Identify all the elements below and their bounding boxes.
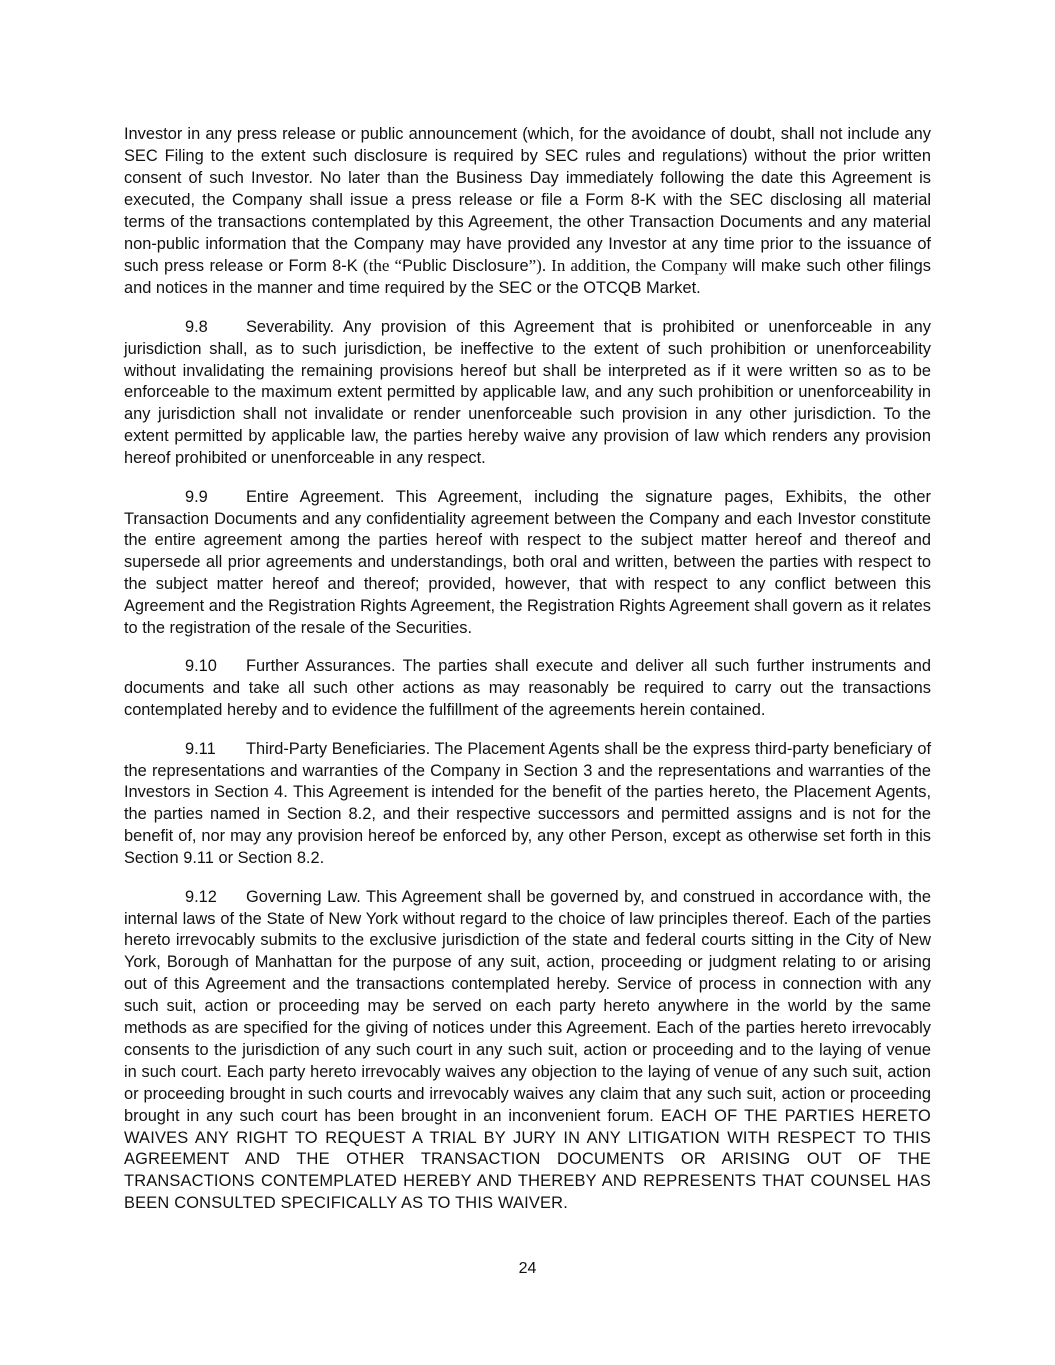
section-9-10 <box>124 656 931 722</box>
section-body: . This Agreement shall be governed by, and construed in accordance with, the internal laws of the State of New York without regard to the choice of law principles thereof. Each of the parties hereto irrevocably submits to the exclusive jurisdiction of the state and federal courts sitting in the City of New York, Borough of Manhattan for the purpose of any suit, action, proceeding or judgment relating to or arising out of this Agreement and the transactions contemplated hereby. Service of process in connection with any such suit, action or proceeding may be served on each party hereto anywhere in the world by the same methods as are specified for the giving of notices under this Agreement. Each of the parties hereto irrevocably consents to the jurisdiction of any such court in any such suit, action or proceeding and to the laying of venue in such court. Each party hereto irrevocably waives any objection to the laying of venue of any such suit, action or proceeding brought in such courts and irrevocably waives any claim that any such suit, action or proceeding brought in any such court has been brought in an inconvenient forum. <box>124 887 932 1125</box>
section-body: . Any provision of this Agreement that is prohibited or unenforceable in any jurisdiction shall, as to such jurisdiction, be ineffective to the extent of such prohibition or unenforceability without invalidating the remaining provisions hereof but shall be interpreted as if it were written so as to be enforceable to the maximum extent permitted by applicable law, and any such prohibition or unenforceability in any jurisdiction shall not invalidate or render unenforceable such provision in any other jurisdiction. To the extent permitted by applicable law, the parties hereby waive any provision of law which renders any provision hereof prohibited or unenforceable in any respect. <box>124 317 931 468</box>
section-number: 9.9 <box>185 487 208 506</box>
intro-text-b: (the “ <box>363 256 403 276</box>
section-number: 9.12 <box>185 887 217 906</box>
intro-text-a: Investor in any press release or public announcement (which, for the avoidance of doubt, shall not include any SEC Filing to the extent such disclosure is required by SEC rules and regulations) without the prior written consent of such Investor. No later than the Business Day immediately following the date this Agreement is executed, the Company shall issue a press release or file a Form 8-K with the SEC disclosing all material terms of the transactions contemplated by this Agreement, the other Transaction Documents and any material non-public information that the Company may have provided any Investor at any time prior to the issuance of such press release or Form 8-K <box>124 125 931 276</box>
section-9-12 <box>124 887 931 1216</box>
intro-text-e: will make such other filings and notices in the manner and time required by the SEC or the OTCQB Market. <box>124 257 931 298</box>
section-9-9 <box>124 487 931 640</box>
section-title: Further Assurances <box>246 657 391 676</box>
jury-waiver-caps: EACH OF THE PARTIES HERETO WAIVES ANY RIGHT TO REQUEST A TRIAL BY JURY IN ANY LITIGATION WITH RESPECT TO THIS AGREEMENT AND THE OTHER TRANSACTION DOCUMENTS OR ARISING OUT OF THE TRANSACTIONS CONTEMPLATED HEREBY AND THEREBY AND REPRESENTS THAT COUNSEL HAS BEEN CONSULTED SPECIFICALLY AS TO THIS WAIVER. <box>124 1106 931 1213</box>
section-title: Entire Agreement <box>246 487 380 506</box>
page-number: 24 <box>518 1260 537 1277</box>
section-title: Third-Party Beneficiaries <box>246 739 426 758</box>
section-body: . The Placement Agents shall be the express third-party beneficiary of the representations and warranties of the Company in Section 3 and the representations and warranties of the Investors in Section 4. This Agreement is intended for the benefit of the parties hereto, the Placement Agents, the parties named in Section 8.2, and their respective successors and permitted assigns and is not for the benefit of, nor may any provision hereof be enforced by, any other Person, except as otherwise set forth in this Section 9.11 or Section 8.2. <box>124 739 932 868</box>
section-body: . This Agreement, including the signature pages, Exhibits, the other Transaction Documents and any confidentiality agreement between the Company and each Investor constitute the entire agreement among the parties hereof with respect to the subject matter hereof and thereof and supersede all prior agreements and understandings, both oral and written, between the parties with respect to the subject matter hereof and thereof; provided, however, that with respect to any conflict between this Agreement and the Registration Rights Agreement, the Registration Rights Agreement shall govern as it relates to the registration of the resale of the Securities. <box>124 487 931 638</box>
section-number: 9.11 <box>185 739 216 758</box>
section-title: Severability <box>246 317 330 336</box>
section-title: Governing Law <box>246 887 357 906</box>
section-body: . The parties shall execute and deliver all such further instruments and documents and take all such other actions as may reasonably be required to carry out the transactions contemplated hereby and to evidence the fulfillment of the agreements herein contained. <box>124 657 931 720</box>
intro-paragraph <box>124 124 931 300</box>
section-number: 9.10 <box>185 657 217 676</box>
section-9-8 <box>124 317 931 470</box>
defined-term-public-disclosure: Public Disclosure <box>402 257 529 276</box>
intro-text-d: ”). In addition, the Company <box>528 256 728 276</box>
document-page <box>124 124 931 1232</box>
section-9-11 <box>124 739 931 870</box>
section-number: 9.8 <box>185 317 208 336</box>
